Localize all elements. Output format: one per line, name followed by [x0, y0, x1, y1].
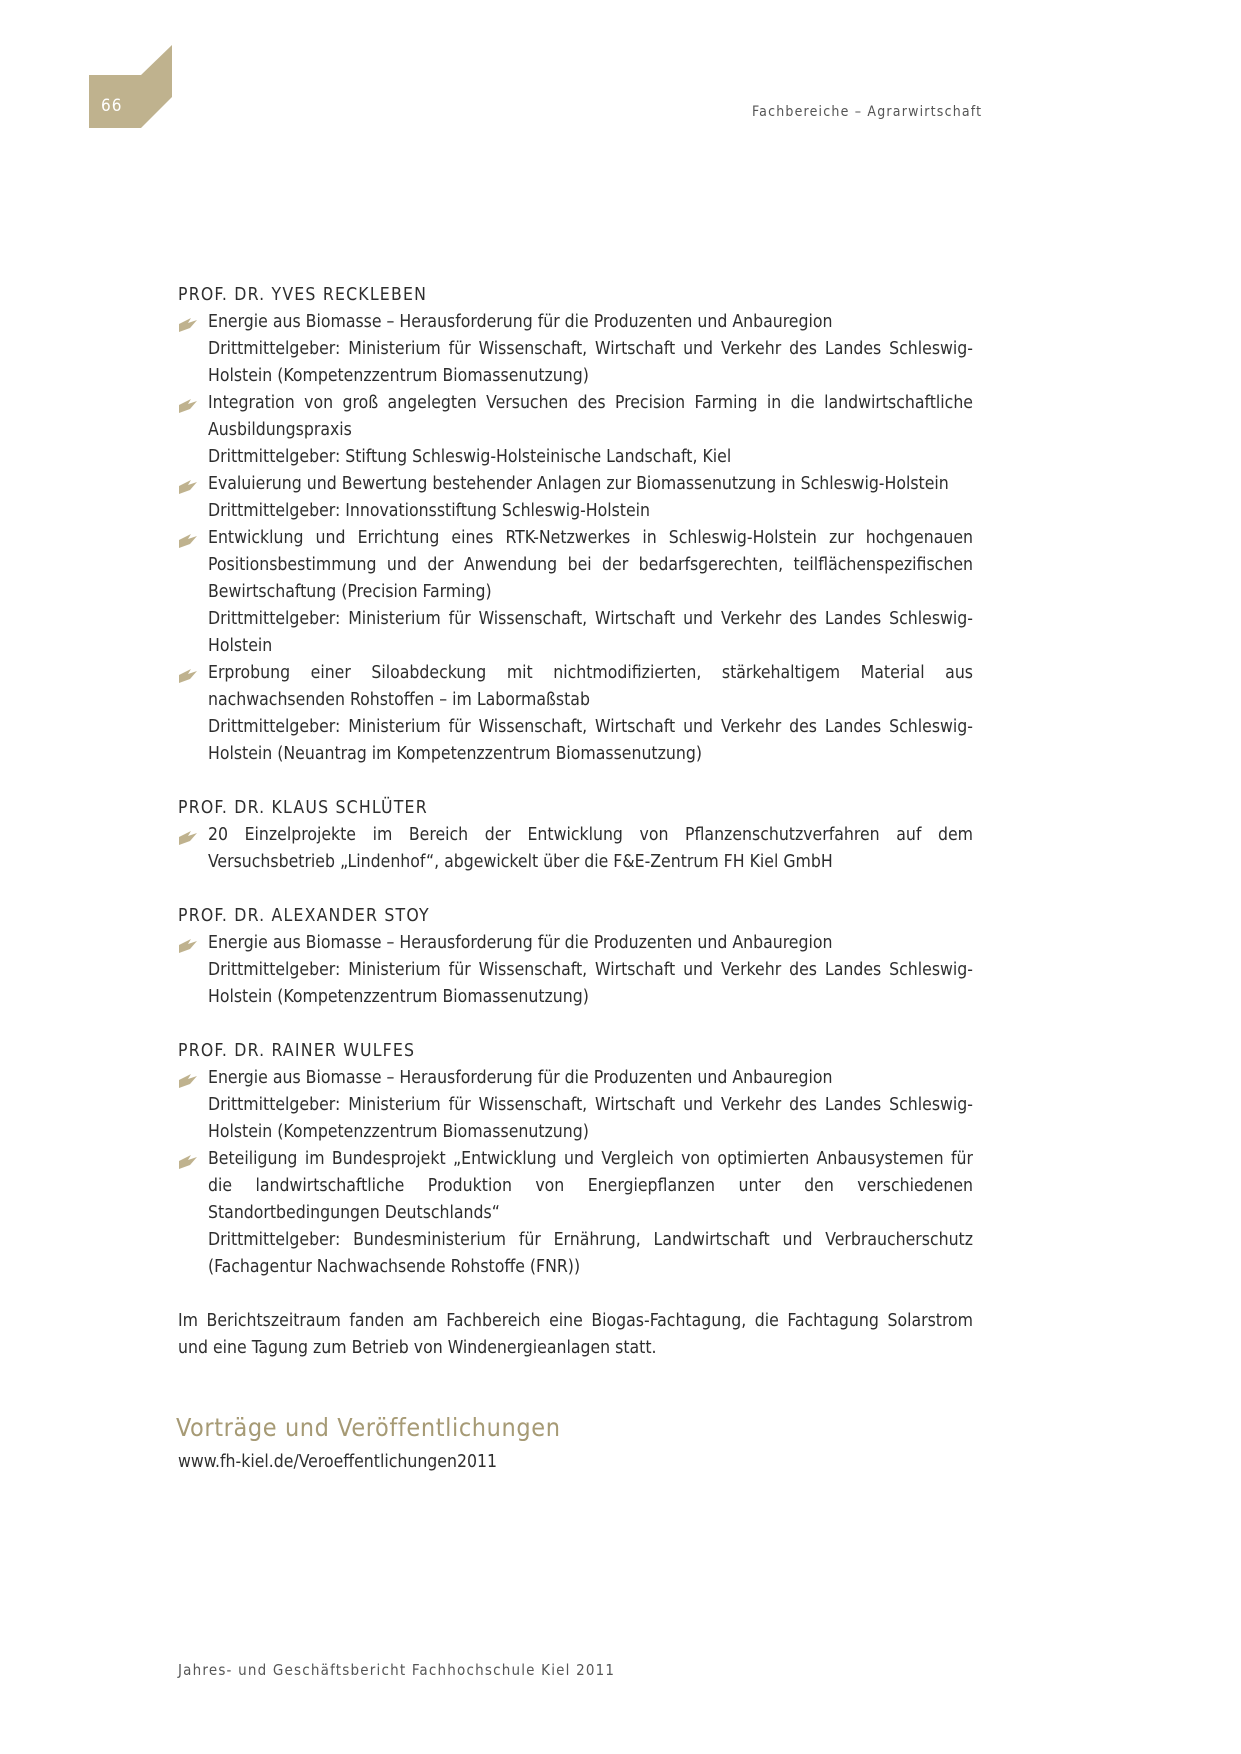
- person-name: PROF. DR. ALEXANDER STOY: [178, 906, 430, 926]
- section-heading: Vorträge und Veröffentlichungen: [176, 1413, 561, 1442]
- check-arrow-icon: [178, 666, 198, 682]
- check-arrow-icon: [178, 828, 198, 844]
- project-title: 20 Einzelprojekte im Bereich der Entwicklung von Pflanzenschutzverfahren auf dem Versuchsbetrieb „Lindenhof“, abgewickelt über die F&E-Zentrum FH Kiel GmbH: [208, 825, 973, 872]
- project-entries: [178, 1065, 973, 1281]
- person-name: PROF. DR. YVES RECKLEBEN: [178, 285, 428, 305]
- project-entries: [178, 822, 973, 876]
- project-funding: Drittmittelgeber: Ministerium für Wissenschaft, Wirtschaft und Verkehr des Landes Schleswig-Holstein: [208, 609, 973, 656]
- project-title: Entwicklung und Errichtung eines RTK-Netzwerkes in Schleswig-Holstein zur hochgenauen Positionsbestimmung und der Anwendung bei der bedarfsgerechten, teilflächenspezifischen Bewirtschaftung (Precision Farming): [208, 528, 973, 602]
- project-entry: [178, 660, 973, 768]
- project-funding: Drittmittelgeber: Ministerium für Wissenschaft, Wirtschaft und Verkehr des Landes Schleswig-Holstein (Neuantrag im Kompetenzzentrum Biomassenutzung): [208, 717, 973, 764]
- person-block: [178, 1038, 973, 1281]
- main-content: [178, 282, 973, 1476]
- check-arrow-icon: [178, 936, 198, 952]
- project-funding: Drittmittelgeber: Bundesministerium für Ernährung, Landwirtschaft und Verbraucherschutz (Fachagentur Nachwachsende Rohstoffe (FNR)): [208, 1230, 973, 1277]
- project-entry: [178, 471, 973, 525]
- project-funding: Drittmittelgeber: Innovationsstiftung Schleswig-Holstein: [208, 501, 651, 521]
- project-title: Energie aus Biomasse – Herausforderung für die Produzenten und Anbauregion: [208, 1068, 833, 1088]
- project-title: Beteiligung im Bundesprojekt „Entwicklung und Vergleich von optimierten Anbausystemen für die landwirtschaftliche Produktion von Energiepflanzen unter den verschiedenen Standortbedingungen Deutschlands“: [208, 1149, 973, 1223]
- project-funding: Drittmittelgeber: Ministerium für Wissenschaft, Wirtschaft und Verkehr des Landes Schleswig-Holstein (Kompetenzzentrum Biomassenutzung): [208, 1095, 973, 1142]
- publications-link[interactable]: www.fh-kiel.de/Veroeffentlichungen2011: [178, 1452, 498, 1472]
- project-funding: Drittmittelgeber: Stiftung Schleswig-Holsteinische Landschaft, Kiel: [208, 447, 732, 467]
- project-entry: [178, 930, 973, 1011]
- project-entries: [178, 309, 973, 768]
- project-title: Evaluierung und Bewertung bestehender Anlagen zur Biomassenutzung in Schleswig-Holstein: [208, 474, 949, 494]
- project-entry: [178, 1065, 973, 1146]
- project-entry: [178, 525, 973, 660]
- person-name: PROF. DR. KLAUS SCHLÜTER: [178, 798, 428, 818]
- check-arrow-icon: [178, 315, 198, 331]
- check-arrow-icon: [178, 1152, 198, 1168]
- project-entry: [178, 390, 973, 471]
- project-title: Integration von groß angelegten Versuchen des Precision Farming in die landwirtschaftliche Ausbildungspraxis: [208, 393, 973, 440]
- person-block: [178, 282, 973, 768]
- check-arrow-icon: [178, 396, 198, 412]
- project-entry: [178, 1146, 973, 1281]
- project-entry: [178, 309, 973, 390]
- closing-paragraph: Im Berichtszeitraum fanden am Fachbereich eine Biogas-Fachtagung, die Fachtagung Solarstrom und eine Tagung zum Betrieb von Windenergieanlagen statt.: [178, 1311, 973, 1358]
- project-title: Energie aus Biomasse – Herausforderung für die Produzenten und Anbauregion: [208, 312, 833, 332]
- project-title: Energie aus Biomasse – Herausforderung für die Produzenten und Anbauregion: [208, 933, 833, 953]
- project-funding: Drittmittelgeber: Ministerium für Wissenschaft, Wirtschaft und Verkehr des Landes Schleswig-Holstein (Kompetenzzentrum Biomassenutzung): [208, 960, 973, 1007]
- check-arrow-icon: [178, 531, 198, 547]
- check-arrow-icon: [178, 1071, 198, 1087]
- project-title: Erprobung einer Siloabdeckung mit nichtmodifizierten, stärkehaltigem Material aus nachwachsenden Rohstoffen – im Labormaßstab: [208, 663, 973, 710]
- project-entries: [178, 930, 973, 1011]
- project-list: [178, 282, 973, 1281]
- check-arrow-icon: [178, 477, 198, 493]
- project-entry: [178, 822, 973, 876]
- person-name: PROF. DR. RAINER WULFES: [178, 1041, 416, 1061]
- person-block: [178, 795, 973, 876]
- project-funding: Drittmittelgeber: Ministerium für Wissenschaft, Wirtschaft und Verkehr des Landes Schleswig-Holstein (Kompetenzzentrum Biomassenutzung): [208, 339, 973, 386]
- page-number: 66: [101, 96, 123, 116]
- running-title: Fachbereiche – Agrarwirtschaft: [752, 104, 983, 120]
- person-block: [178, 903, 973, 1011]
- footer: Jahres- und Geschäftsbericht Fachhochschule Kiel 2011: [178, 1661, 616, 1679]
